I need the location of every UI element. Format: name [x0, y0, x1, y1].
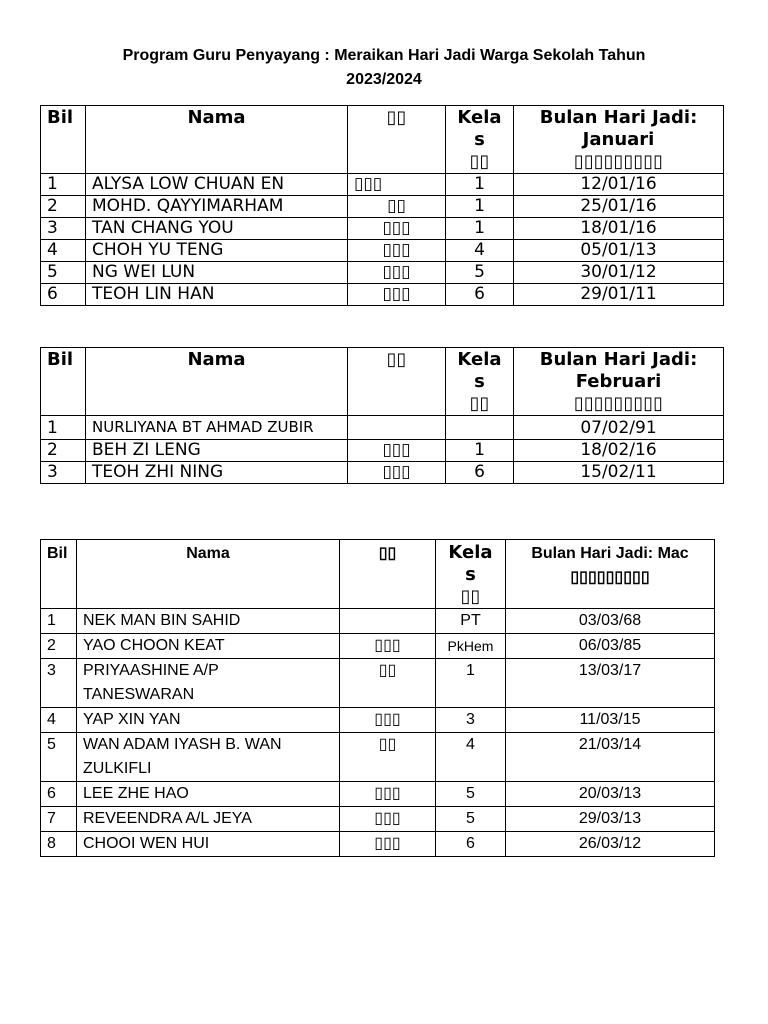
cell-bil: 7 [41, 807, 77, 832]
cell-chinese-name: ▯▯▯ [340, 782, 436, 807]
header-kelas-part2: s [465, 564, 476, 585]
header-month-cn: ▯▯▯▯▯▯▯▯▯ [570, 569, 650, 586]
header-kelas-cn: ▯▯ [469, 393, 490, 414]
cell-chinese-name: ▯▯▯ [340, 708, 436, 733]
header-bulan [514, 348, 724, 416]
cell-chinese-name: ▯▯▯ [348, 240, 446, 262]
cell-nama: TAN CHANG YOU [86, 218, 348, 240]
title-line-1: Program Guru Penyayang : Meraikan Hari Jadi Warga Sekolah Tahun [122, 47, 646, 64]
cell-kelas: 1 [446, 440, 514, 462]
cell-tarikh: 21/03/14 [506, 733, 715, 782]
cell-nama: TEOH LIN HAN [86, 284, 348, 306]
cell-tarikh: 15/02/11 [514, 462, 724, 484]
header-nama: Nama [86, 106, 348, 174]
cell-chinese-name [348, 416, 446, 440]
table-row [41, 240, 724, 262]
cell-nama: LEE ZHE HAO [77, 782, 340, 807]
birthday-table-februari [40, 347, 724, 484]
cell-tarikh: 26/03/12 [506, 832, 715, 857]
cell-nama: MOHD. QAYYIMARHAM [86, 196, 348, 218]
cell-kelas: 1 [446, 218, 514, 240]
cell-tarikh: 18/01/16 [514, 218, 724, 240]
cell-bil: 5 [41, 733, 77, 782]
cell-chinese-name: ▯▯ [340, 733, 436, 782]
cell-bil: 4 [41, 240, 86, 262]
table-row [41, 733, 715, 782]
cell-nama: NG WEI LUN [86, 262, 348, 284]
cell-chinese-name: ▯▯▯ [348, 174, 446, 196]
cell-nama: YAP XIN YAN [77, 708, 340, 733]
header-kelas [446, 106, 514, 174]
cell-chinese-name: ▯▯▯ [340, 807, 436, 832]
table-header-row [41, 106, 724, 174]
table-row [41, 659, 715, 708]
cell-tarikh: 20/03/13 [506, 782, 715, 807]
table-row [41, 634, 715, 659]
cell-chinese-name: ▯▯▯ [340, 634, 436, 659]
table-row [41, 832, 715, 857]
table-row [41, 462, 724, 484]
cell-bil: 6 [41, 284, 86, 306]
cell-tarikh: 30/01/12 [514, 262, 724, 284]
header-bil: Bil [41, 540, 77, 609]
table-row [41, 782, 715, 807]
cell-nama: NEK MAN BIN SAHID [77, 609, 340, 634]
cell-tarikh: 05/01/13 [514, 240, 724, 262]
table-header-row [41, 540, 715, 609]
cell-tarikh: 25/01/16 [514, 196, 724, 218]
table-row [41, 708, 715, 733]
table-row [41, 196, 724, 218]
cell-tarikh: 06/03/85 [506, 634, 715, 659]
header-bulan [506, 540, 715, 609]
cell-kelas: 5 [436, 782, 506, 807]
cell-nama: BEH ZI LENG [86, 440, 348, 462]
page-title [40, 44, 728, 92]
cell-kelas: 6 [446, 284, 514, 306]
cell-bil: 1 [41, 609, 77, 634]
cell-kelas [446, 416, 514, 440]
cell-tarikh: 29/01/11 [514, 284, 724, 306]
cell-chinese-name: ▯▯▯ [348, 262, 446, 284]
cell-chinese-name: ▯▯▯ [348, 284, 446, 306]
cell-chinese-name: ▯▯▯ [340, 832, 436, 857]
cell-nama: CHOOI WEN HUI [77, 832, 340, 857]
header-kelas [446, 348, 514, 416]
cell-tarikh: 07/02/91 [514, 416, 724, 440]
cell-kelas: 5 [446, 262, 514, 284]
header-kelas-part1: Kela [457, 107, 502, 128]
header-kelas-part1: Kela [448, 542, 493, 563]
table-row [41, 440, 724, 462]
cell-bil: 2 [41, 634, 77, 659]
cell-nama: PRIYAASHINE A/P TANESWARAN [77, 659, 340, 708]
header-kelas-cn: ▯▯ [460, 586, 481, 607]
cell-chinese-name: ▯▯▯ [348, 462, 446, 484]
cell-bil: 4 [41, 708, 77, 733]
cell-chinese-name: ▯▯▯ [348, 440, 446, 462]
birthday-table-januari [40, 105, 724, 306]
cell-nama: REVEENDRA A/L JEYA [77, 807, 340, 832]
cell-chinese-name: ▯▯ [340, 659, 436, 708]
cell-kelas: 4 [446, 240, 514, 262]
cell-kelas: 3 [436, 708, 506, 733]
header-chinese-name: ▯▯ [340, 540, 436, 609]
cell-kelas: 6 [446, 462, 514, 484]
table-row [41, 284, 724, 306]
cell-tarikh: 12/01/16 [514, 174, 724, 196]
header-bil: Bil [41, 106, 86, 174]
table-row [41, 174, 724, 196]
cell-bil: 3 [41, 218, 86, 240]
header-bulan [514, 106, 724, 174]
cell-bil: 1 [41, 174, 86, 196]
header-chinese-name: ▯▯ [348, 348, 446, 416]
cell-nama: YAO CHOON KEAT [77, 634, 340, 659]
title-line-2: 2023/2024 [346, 71, 422, 88]
cell-nama: CHOH YU TENG [86, 240, 348, 262]
cell-bil: 6 [41, 782, 77, 807]
cell-nama: WAN ADAM IYASH B. WAN ZULKIFLI [77, 733, 340, 782]
header-kelas-part2: s [474, 371, 485, 392]
header-month-label: Bulan Hari Jadi: Februari [539, 349, 698, 392]
cell-chinese-name: ▯▯▯ [348, 218, 446, 240]
table-row [41, 416, 724, 440]
cell-nama: NURLIYANA BT AHMAD ZUBIR [86, 416, 348, 440]
cell-tarikh: 13/03/17 [506, 659, 715, 708]
header-kelas-part1: Kela [457, 349, 502, 370]
cell-bil: 1 [41, 416, 86, 440]
cell-bil: 2 [41, 196, 86, 218]
cell-kelas: PkHem [436, 634, 506, 659]
cell-tarikh: 11/03/15 [506, 708, 715, 733]
header-month-cn: ▯▯▯▯▯▯▯▯▯ [573, 151, 664, 172]
birthday-table-mac [40, 539, 715, 857]
table-row [41, 218, 724, 240]
table-header-row [41, 348, 724, 416]
header-month-label: Bulan Hari Jadi: Januari [539, 107, 698, 150]
cell-tarikh: 29/03/13 [506, 807, 715, 832]
header-kelas-cn: ▯▯ [469, 151, 490, 172]
cell-kelas: 1 [446, 174, 514, 196]
cell-nama: TEOH ZHI NING [86, 462, 348, 484]
header-kelas [436, 540, 506, 609]
cell-tarikh: 18/02/16 [514, 440, 724, 462]
header-month-label: Bulan Hari Jadi: Mac [531, 545, 689, 562]
header-kelas-part2: s [474, 129, 485, 150]
cell-kelas: 1 [436, 659, 506, 708]
cell-bil: 3 [41, 659, 77, 708]
cell-kelas: PT [436, 609, 506, 634]
cell-kelas: 5 [436, 807, 506, 832]
header-nama: Nama [86, 348, 348, 416]
cell-tarikh: 03/03/68 [506, 609, 715, 634]
cell-kelas: 4 [436, 733, 506, 782]
header-nama: Nama [77, 540, 340, 609]
cell-bil: 2 [41, 440, 86, 462]
table-row [41, 609, 715, 634]
cell-kelas: 1 [446, 196, 514, 218]
cell-bil: 3 [41, 462, 86, 484]
cell-nama: ALYSA LOW CHUAN EN [86, 174, 348, 196]
header-chinese-name: ▯▯ [348, 106, 446, 174]
table-row [41, 262, 724, 284]
header-month-cn: ▯▯▯▯▯▯▯▯▯ [573, 393, 664, 414]
cell-chinese-name [340, 609, 436, 634]
cell-bil: 5 [41, 262, 86, 284]
cell-chinese-name: ▯▯ [348, 196, 446, 218]
cell-bil: 8 [41, 832, 77, 857]
cell-kelas: 6 [436, 832, 506, 857]
table-row [41, 807, 715, 832]
header-bil: Bil [41, 348, 86, 416]
